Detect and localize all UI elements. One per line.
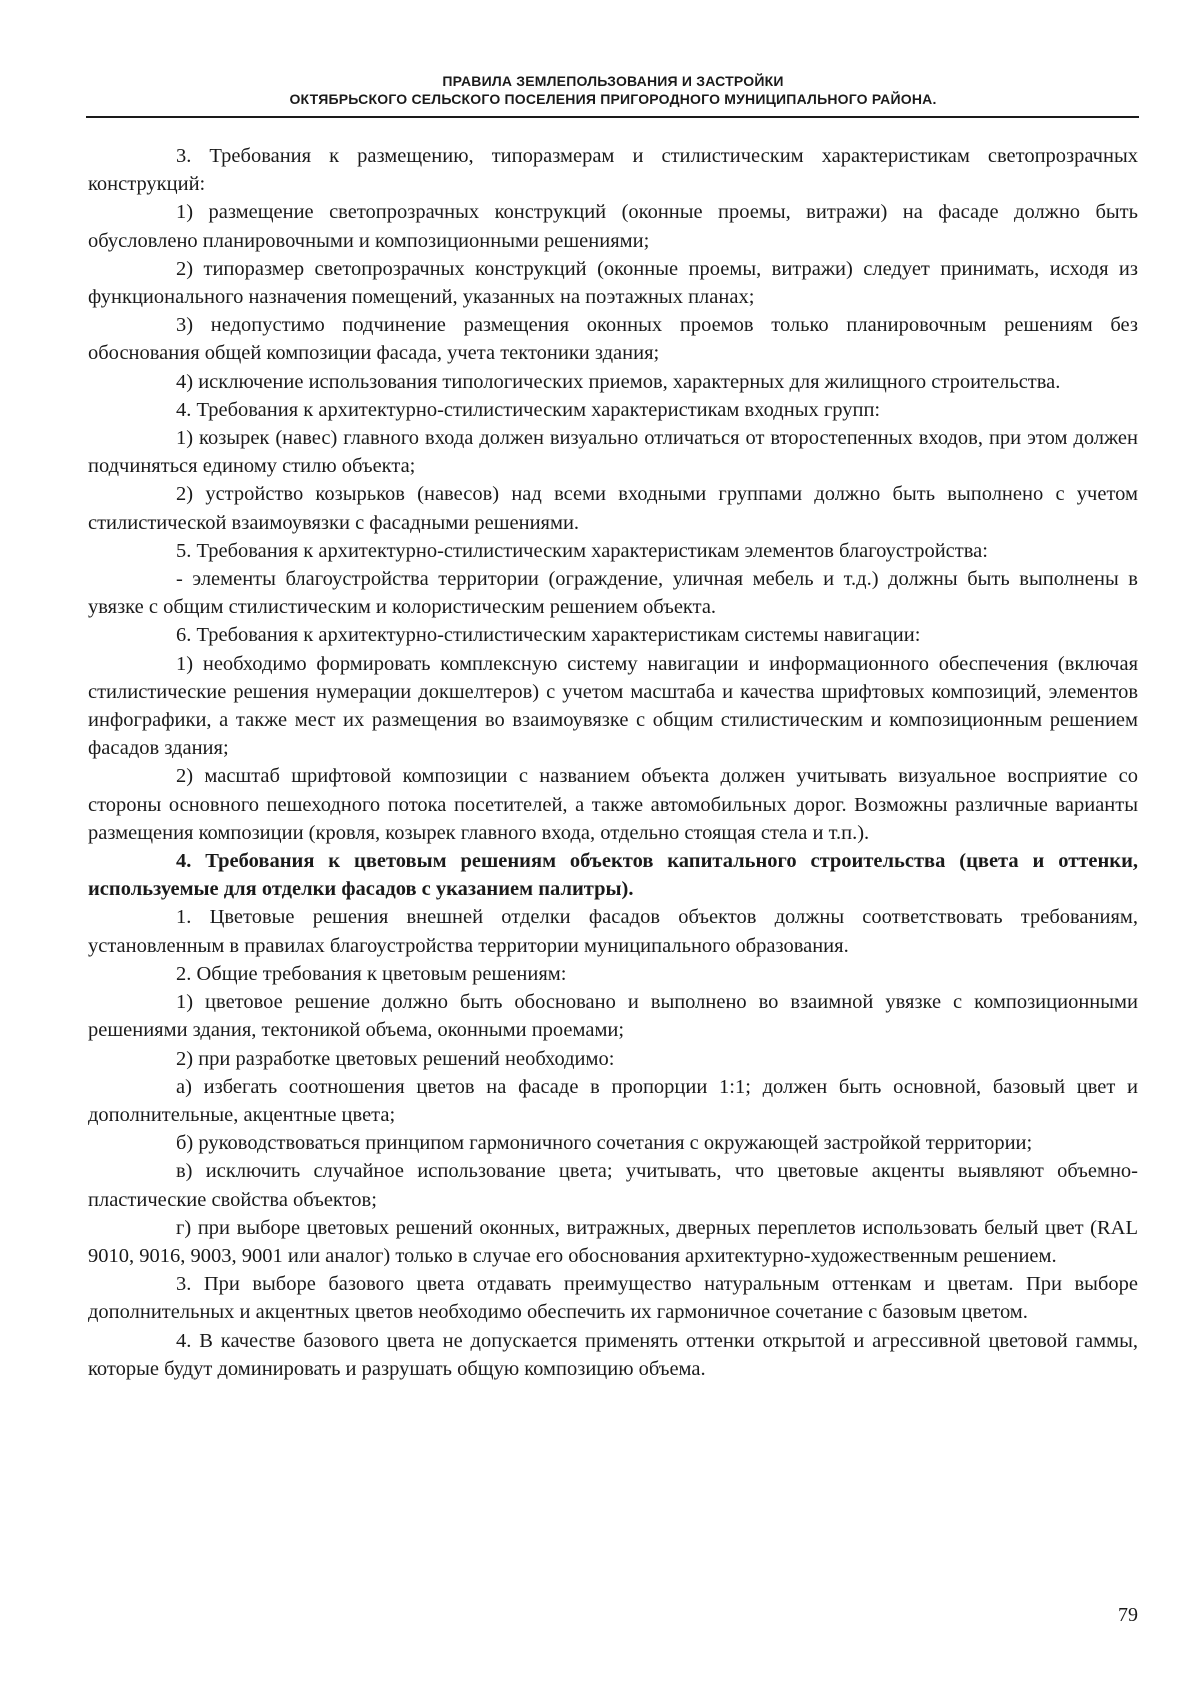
paragraph: в) исключить случайное использование цвета; учитывать, что цветовые акценты выявляют объемно-пластические свойства объектов; bbox=[88, 1160, 1138, 1211]
paragraph: г) при выборе цветовых решений оконных, витражных, дверных переплетов использовать белый цвет (RAL 9010, 9016, 9003, 9001 или аналог) только в случае его обоснования архитектурно-художественным решением. bbox=[88, 1216, 1138, 1267]
paragraph: а) избегать соотношения цветов на фасаде в пропорции 1:1; должен быть основной, базовый цвет и дополнительные, акцентные цвета; bbox=[88, 1075, 1138, 1126]
section-heading: 4. Требования к цветовым решениям объектов капитального строительства (цвета и оттенки, используемые для отделки фасадов с указанием палитры). bbox=[88, 850, 1138, 901]
running-header bbox=[88, 72, 1138, 108]
paragraph: 5. Требования к архитектурно-стилистическим характеристикам элементов благоустройства: bbox=[176, 539, 988, 562]
paragraph: 2. Общие требования к цветовым решениям: bbox=[176, 962, 567, 985]
paragraph: б) руководствоваться принципом гармоничного сочетания с окружающей застройкой территории; bbox=[176, 1132, 1033, 1155]
page-number: 79 bbox=[1118, 1604, 1138, 1626]
paragraph: 2) при разработке цветовых решений необходимо: bbox=[176, 1047, 615, 1070]
paragraph: 2) устройство козырьков (навесов) над всеми входными группами должно быть выполнено с учетом стилистической взаимоувязки с фасадными решениями. bbox=[88, 483, 1138, 534]
paragraph: 2) типоразмер светопрозрачных конструкций (оконные проемы, витражи) следует принимать, исходя из функционального назначения помещений, указанных на поэтажных планах; bbox=[88, 257, 1138, 309]
paragraph: 1) размещение светопрозрачных конструкций (оконные проемы, витражи) на фасаде должно быть обусловлено планировочными и композиционными решениями; bbox=[88, 201, 1138, 252]
paragraph: 3. Требования к размещению, типоразмерам и стилистическим характеристикам светопрозрачных конструкций: bbox=[88, 145, 1138, 196]
header-divider bbox=[86, 116, 1139, 118]
paragraph: - элементы благоустройства территории (ограждение, уличная мебель и т.д.) должны быть выполнены в увязке с общим стилистическим и колористическим решением объекта. bbox=[88, 568, 1138, 619]
page-body bbox=[88, 142, 1138, 1383]
header-line-2: ОКТЯБРЬСКОГО СЕЛЬСКОГО ПОСЕЛЕНИЯ ПРИГОРОДНОГО МУНИЦИПАЛЬНОГО РАЙОНА. bbox=[289, 91, 937, 107]
paragraph: 1) необходимо формировать комплексную систему навигации и информационного обеспечения (включая стилистические решения нумерации докшелтеров) с учетом масштаба и качества шрифтовых композиций, элементов инфографики, а также мест их размещения во взаимоувязке с общим стилистическим и композиционным решением фасадов здания; bbox=[88, 652, 1138, 760]
paragraph: 6. Требования к архитектурно-стилистическим характеристикам системы навигации: bbox=[176, 624, 921, 647]
paragraph: 2) масштаб шрифтовой композиции с названием объекта должен учитывать визуальное восприятие со стороны основного пешеходного потока посетителей, а также автомобильных дорог. Возможны различные варианты размещения композиции (кровля, козырек главного входа, отдельно стоящая стела и т.п.). bbox=[88, 765, 1138, 844]
header-line-1: ПРАВИЛА ЗЕМЛЕПОЛЬЗОВАНИЯ И ЗАСТРОЙКИ bbox=[442, 73, 784, 89]
paragraph: 3. При выборе базового цвета отдавать преимущество натуральным оттенкам и цветам. При выборе дополнительных и акцентных цветов необходимо обеспечить их гармоничное сочетание с базовым цветом. bbox=[88, 1273, 1138, 1324]
paragraph: 4. В качестве базового цвета не допускается применять оттенки открытой и агрессивной цветовой гаммы, которые будут доминировать и разрушать общую композицию объема. bbox=[88, 1329, 1138, 1380]
paragraph: 1. Цветовые решения внешней отделки фасадов объектов должны соответствовать требованиям, установленным в правилах благоустройства территории муниципального образования. bbox=[88, 906, 1138, 957]
paragraph: 1) цветовое решение должно быть обосновано и выполнено во взаимной увязке с композиционными решениями здания, тектоникой объема, оконными проемами; bbox=[88, 991, 1138, 1042]
paragraph: 1) козырек (навес) главного входа должен визуально отличаться от второстепенных входов, при этом должен подчиняться единому стилю объекта; bbox=[88, 427, 1138, 478]
paragraph: 4. Требования к архитектурно-стилистическим характеристикам входных групп: bbox=[176, 398, 881, 421]
paragraph: 4) исключение использования типологических приемов, характерных для жилищного строительства. bbox=[176, 370, 1061, 393]
paragraph: 3) недопустимо подчинение размещения оконных проемов только планировочным решениям без обоснования общей композиции фасада, учета тектоники здания; bbox=[88, 314, 1138, 365]
